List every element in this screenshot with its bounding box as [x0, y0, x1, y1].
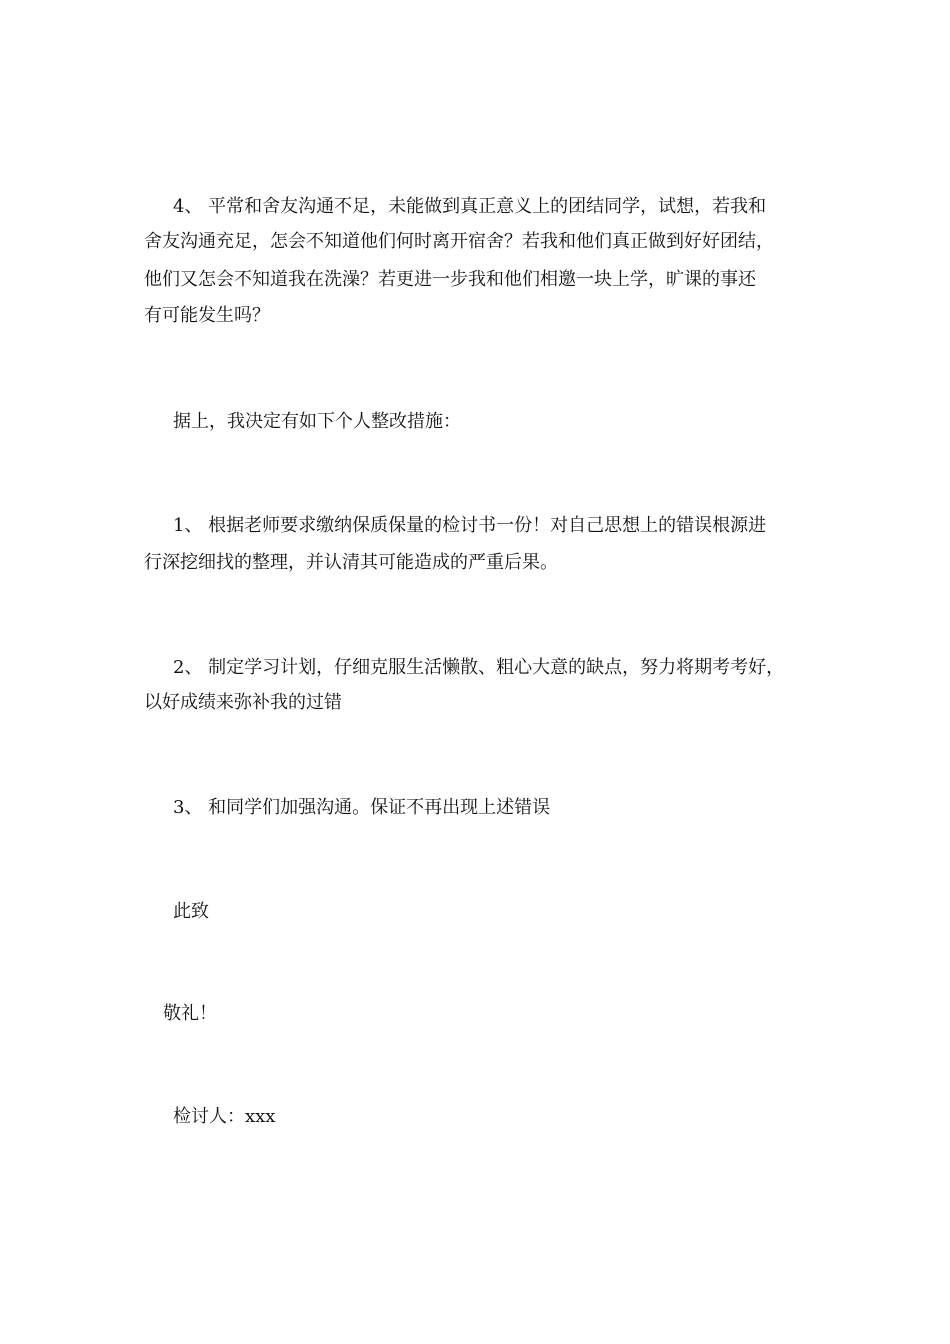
paragraph-4-line-1: 4、 平常和舍友沟通不足，未能做到真正意义上的团结同学，试想，若我和	[173, 196, 767, 217]
measure-2-line-1: 2、 制定学习计划，仔细克服生活懒散、粗心大意的缺点，努力将期考考好，	[173, 657, 785, 678]
measure-1-line-1: 1、 根据老师要求缴纳保质保量的检讨书一份！对自己思想上的错误根源进	[173, 515, 767, 536]
measure-3-line-1: 3、 和同学们加强沟通。保证不再出现上述错误	[173, 797, 551, 818]
paragraph-4-line-2: 舍友沟通充足，怎会不知道他们何时离开宿舍？若我和他们真正做到好好团结，	[144, 231, 774, 252]
measure-2-line-2: 以好成绩来弥补我的过错	[144, 692, 342, 713]
measure-1-line-2: 行深挖细找的整理，并认清其可能造成的严重后果。	[144, 552, 558, 573]
measures-intro: 据上，我决定有如下个人整改措施：	[173, 411, 461, 432]
closing-jingli: 敬礼！	[163, 1003, 217, 1024]
paragraph-4-line-3: 他们又怎会不知道我在洗澡？若更进一步我和他们相邀一块上学，旷课的事还	[144, 269, 756, 290]
closing-cizhi: 此致	[173, 901, 209, 922]
signature-line: 检讨人：xxx	[173, 1106, 276, 1127]
paragraph-4-line-4: 有可能发生吗？	[144, 305, 270, 326]
